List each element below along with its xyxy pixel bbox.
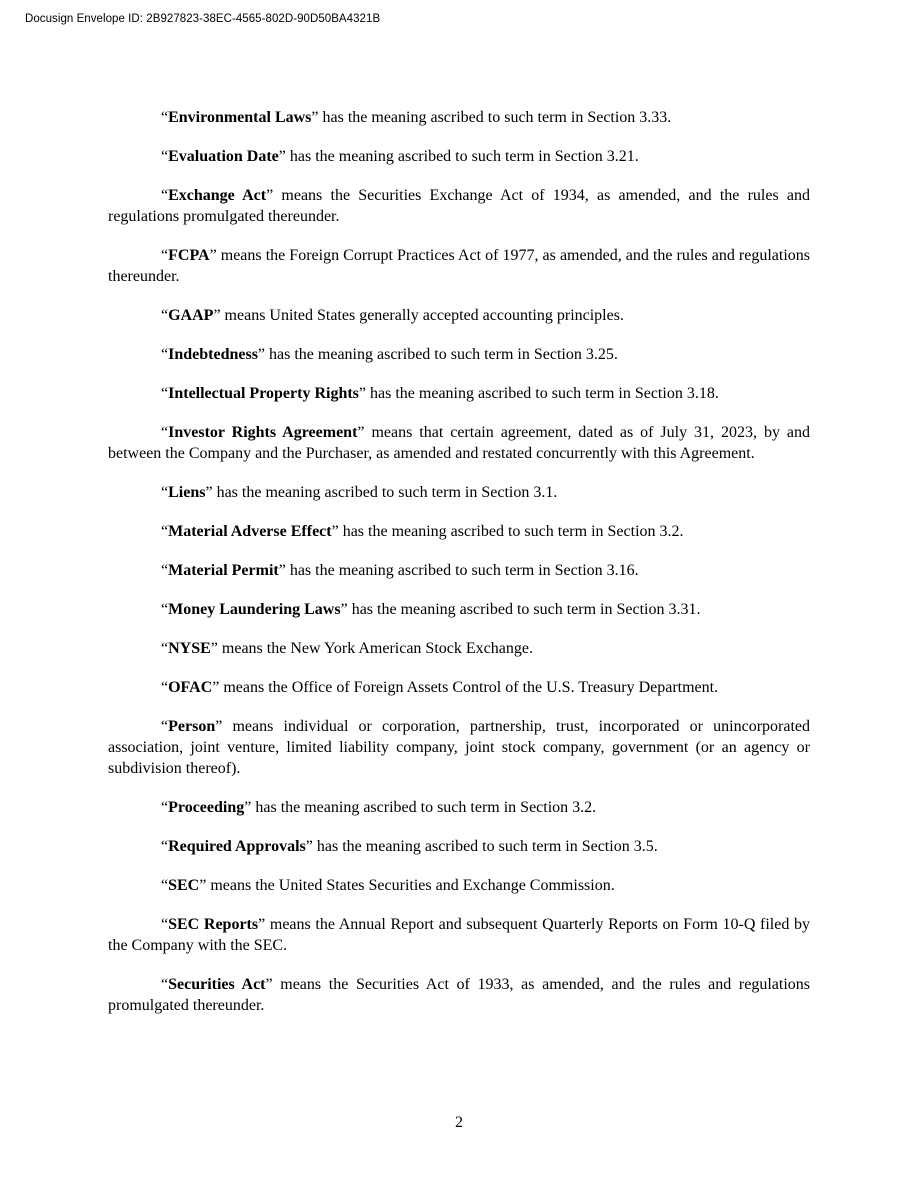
defined-term: Person [168, 718, 216, 735]
defined-term: NYSE [168, 640, 211, 657]
defined-term: Material Permit [168, 562, 279, 579]
defined-term: Material Adverse Effect [168, 523, 332, 540]
definition-text: has the meaning ascribed to such term in Section 3.18. [366, 385, 719, 402]
defined-term: Investor Rights Agreement [168, 424, 358, 441]
definition-item: “Proceeding” has the meaning ascribed to such term in Section 3.2. [161, 799, 597, 816]
defined-term: Securities Act [168, 976, 266, 993]
defined-term: Money Laundering Laws [168, 601, 341, 618]
defined-term: Indebtedness [168, 346, 258, 363]
definition-text: means the Foreign Corrupt Practices Act of 1977, as amended, and the rules and regulations thereunder. [108, 247, 810, 285]
definition-text: has the meaning ascribed to such term in Section 3.2. [338, 523, 684, 540]
definition-text: means individual or corporation, partnership, trust, incorporated or unincorporated association, joint venture, limited liability company, joint stock company, government (or an agency or subdivision thereof). [108, 718, 810, 777]
definition-item: “Liens” has the meaning ascribed to such term in Section 3.1. [161, 484, 558, 501]
definition-text: means the United States Securities and Exchange Commission. [206, 877, 615, 894]
definition-item: “Money Laundering Laws” has the meaning ascribed to such term in Section 3.31. [161, 601, 701, 618]
definition-text: has the meaning ascribed to such term in Section 3.16. [285, 562, 639, 579]
definition-text: has the meaning ascribed to such term in Section 3.31. [347, 601, 701, 618]
defined-term: Proceeding [168, 799, 245, 816]
definition-text: means the Office of Foreign Assets Control of the U.S. Treasury Department. [219, 679, 719, 696]
definitions-list [108, 107, 810, 1034]
definition-text: has the meaning ascribed to such term in Section 3.25. [265, 346, 618, 363]
definition-text: has the meaning ascribed to such term in Section 3.5. [312, 838, 658, 855]
definition-item: “Intellectual Property Rights” has the meaning ascribed to such term in Section 3.18. [161, 385, 719, 402]
definition-item: “SEC Reports” means the Annual Report and subsequent Quarterly Reports on Form 10-Q filed by the Company with the SEC. [108, 916, 811, 954]
definition-text: means United States generally accepted accounting principles. [220, 307, 624, 324]
definition-item: “NYSE” means the New York American Stock Exchange. [161, 640, 533, 657]
definition-item: “GAAP” means United States generally accepted accounting principles. [161, 307, 624, 324]
page-number: 2 [455, 1114, 463, 1131]
defined-term: Required Approvals [168, 838, 306, 855]
definition-text: has the meaning ascribed to such term in Section 3.33. [318, 109, 672, 126]
definition-text: means that certain agreement, dated as of July 31, 2023, by and between the Company and the Purchaser, as amended and restated concurrently with this Agreement. [108, 424, 811, 462]
definition-item: “Material Adverse Effect” has the meaning ascribed to such term in Section 3.2. [161, 523, 684, 540]
defined-term: OFAC [168, 679, 213, 696]
defined-term: SEC [168, 877, 200, 894]
defined-term: Environmental Laws [168, 109, 312, 126]
defined-term: Liens [168, 484, 206, 501]
definition-item: “Required Approvals” has the meaning ascribed to such term in Section 3.5. [161, 838, 658, 855]
definition-text: means the New York American Stock Exchange. [217, 640, 533, 657]
definition-item: “Evaluation Date” has the meaning ascribed to such term in Section 3.21. [161, 148, 639, 165]
definition-item: “Securities Act” means the Securities Act of 1933, as amended, and the rules and regulations promulgated thereunder. [108, 976, 810, 1014]
definition-text: has the meaning ascribed to such term in Section 3.21. [285, 148, 639, 165]
definition-text: means the Securities Act of 1933, as amended, and the rules and regulations promulgated thereunder. [108, 976, 810, 1014]
definition-item: “SEC” means the United States Securities and Exchange Commission. [161, 877, 615, 894]
defined-term: Exchange Act [168, 187, 267, 204]
definition-item: “Investor Rights Agreement” means that certain agreement, dated as of July 31, 2023, by and between the Company and the Purchaser, as amended and restated concurrently with this Agreement. [108, 424, 811, 462]
defined-term: FCPA [168, 247, 210, 264]
defined-term: SEC Reports [168, 916, 259, 933]
definition-item: “Person” means individual or corporation, partnership, trust, incorporated or unincorporated association, joint venture, limited liability company, joint stock company, government (or an agency or subdivision thereof). [108, 718, 810, 777]
defined-term: GAAP [168, 307, 214, 324]
defined-term: Intellectual Property Rights [168, 385, 359, 402]
definition-item: “Exchange Act” means the Securities Exchange Act of 1934, as amended, and the rules and regulations promulgated thereunder. [108, 187, 810, 225]
definition-item: “OFAC” means the Office of Foreign Assets Control of the U.S. Treasury Department. [161, 679, 719, 696]
definition-item: “Material Permit” has the meaning ascribed to such term in Section 3.16. [161, 562, 639, 579]
docusign-envelope-id: Docusign Envelope ID: 2B927823-38EC-4565-802D-90D50BA4321B [25, 13, 381, 25]
definition-text: has the meaning ascribed to such term in Section 3.2. [251, 799, 597, 816]
definition-text: has the meaning ascribed to such term in Section 3.1. [212, 484, 558, 501]
defined-term: Evaluation Date [168, 148, 279, 165]
definition-text: means the Securities Exchange Act of 1934, as amended, and the rules and regulations promulgated thereunder. [108, 187, 810, 225]
definition-item: “Environmental Laws” has the meaning ascribed to such term in Section 3.33. [161, 109, 672, 126]
definition-item: “Indebtedness” has the meaning ascribed to such term in Section 3.25. [161, 346, 618, 363]
definition-text: means the Annual Report and subsequent Quarterly Reports on Form 10-Q filed by the Company with the SEC. [108, 916, 811, 954]
definition-item: “FCPA” means the Foreign Corrupt Practices Act of 1977, as amended, and the rules and regulations thereunder. [108, 247, 810, 285]
